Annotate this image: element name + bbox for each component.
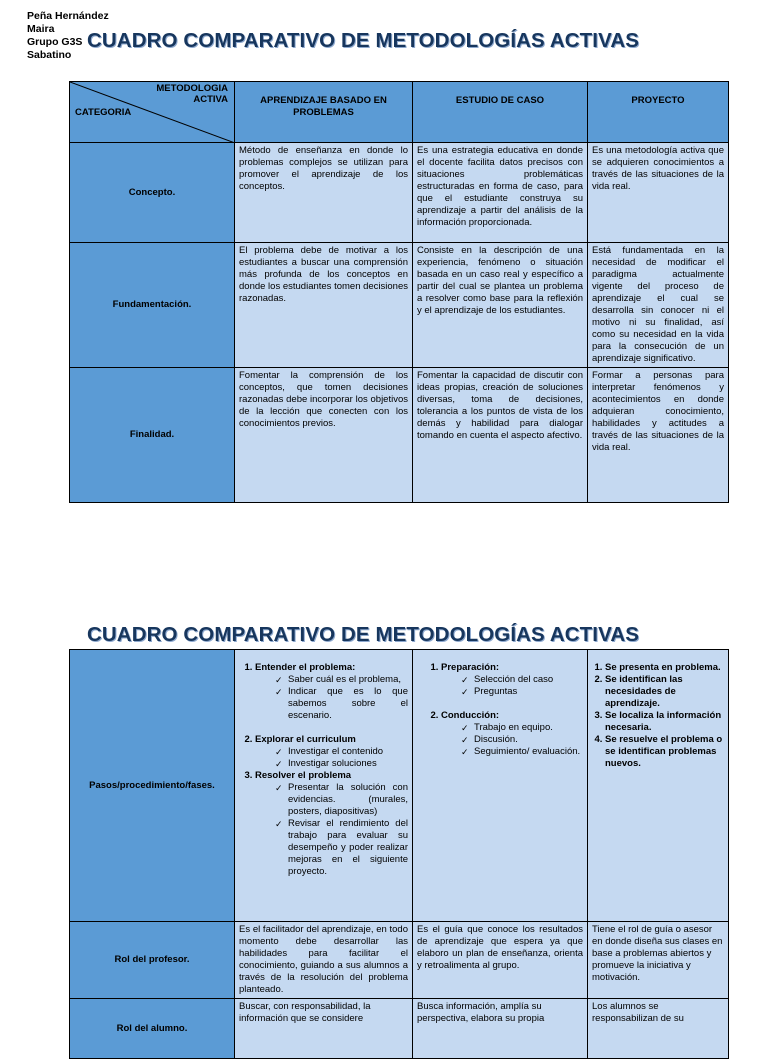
- table-row: [70, 922, 729, 999]
- header-proyecto: PROYECTO: [588, 82, 729, 143]
- table-row: [70, 368, 729, 503]
- cell-pasos-proyecto: [588, 650, 729, 922]
- cell-finalidad-abp: Fomentar la comprensión de los conceptos, que tomen decisiones razonadas debe incorporar los objetivos de la lección que conecten con los conocimientos previos.: [235, 368, 413, 503]
- list-item: ✓ Preguntas: [461, 686, 583, 698]
- page-title-2: CUADRO COMPARATIVO DE METODOLOGÍAS ACTIVAS: [87, 623, 640, 646]
- cell-concepto-proyecto: Es una metodología activa que se adquieren conocimientos a través de las situaciones de la vida real.: [588, 143, 729, 243]
- table-row: [70, 999, 729, 1059]
- category-rol-profesor: Rol del profesor.: [70, 922, 235, 999]
- cell-profesor-caso: Es el guía que conoce los resultados de aprendizaje que espera ya que elaboro un plan de enseñanza, orienta y retroalimenta al grupo.: [413, 922, 588, 999]
- table-row: [70, 243, 729, 368]
- cell-alumno-caso: Busca información, amplía su perspectiva, elabora su propia: [413, 999, 588, 1059]
- category-concepto: Concepto.: [70, 143, 235, 243]
- cell-fundamentacion-caso: Consiste en la descripción de una experiencia, fenómeno o situación basada en un caso real y específico a partir del cual se plantea un problema a resolver como base para la reflexión y el aprendizaje de los estudiantes.: [413, 243, 588, 368]
- table-row: [70, 143, 729, 243]
- cell-finalidad-caso: Fomentar la capacidad de discutir con ideas propias, creación de soluciones diversas, toma de decisiones, tolerancia a los puntos de vista de los demás y habilidad para dialogar tomando en cuenta el aspecto afectivo.: [413, 368, 588, 503]
- cell-pasos-caso: [413, 650, 588, 922]
- category-rol-alumno: Rol del alumno.: [70, 999, 235, 1059]
- cell-pasos-abp: [235, 650, 413, 922]
- table-row: [70, 650, 729, 922]
- author-schedule: Sabatino: [27, 49, 72, 61]
- list-item: ✓ Seguimiento/ evaluación.: [461, 746, 583, 758]
- list-item: 3. Se localiza la información necesaria.: [605, 710, 724, 734]
- cell-finalidad-proyecto: Formar a personas para interpretar fenómenos y acontecimientos en donde adquieran conocimiento, habilidades y actitudes a través de las situaciones de la vida real.: [588, 368, 729, 503]
- caso-step-2: Conducción:: [441, 710, 500, 721]
- cell-concepto-caso: Es una estrategia educativa en donde el docente facilita datos precisos con situaciones problemáticas estructuradas en forma de caso, para que el estudiante construya su aprendizaje a partir del análisis de la información proporcionada.: [413, 143, 588, 243]
- cell-alumno-abp: Buscar, con responsabilidad, la información que se considere: [235, 999, 413, 1059]
- list-item: ✓ Selección del caso: [461, 674, 583, 686]
- header-estudio-caso: ESTUDIO DE CASO: [413, 82, 588, 143]
- page-title: CUADRO COMPARATIVO DE METODOLOGÍAS ACTIVAS: [87, 29, 640, 52]
- list-item: ✓ Trabajo en equipo.: [461, 722, 583, 734]
- corner-categoria-label: CATEGORIA: [75, 107, 132, 118]
- author-surname: Peña Hernández: [27, 10, 109, 22]
- list-item: ✓ Presentar la solución con evidencias. (murales, posters, diapositivas): [275, 782, 408, 818]
- author-name: Maira: [27, 23, 55, 35]
- list-item: 4. Se resuelve el problema o se identifican problemas nuevos.: [605, 734, 724, 770]
- list-item: ✓ Saber cuál es el problema,: [275, 674, 408, 686]
- abp-step-1: Entender el problema:: [255, 662, 356, 673]
- header-abp: APRENDIZAJE BASADO EN PROBLEMAS: [235, 82, 413, 143]
- list-item: ✓ Revisar el rendimiento del trabajo para evaluar su desempeño y poder realizar mejoras en el siguiente proyecto.: [275, 818, 408, 878]
- abp-step-3: Resolver el problema: [255, 770, 352, 781]
- author-group: Grupo G3S: [27, 36, 83, 48]
- caso-step-1: Preparación:: [441, 662, 500, 673]
- cell-fundamentacion-proyecto: Está fundamentada en la necesidad de modificar el paradigma actualmente vigente del proceso de aprendizaje el cual se desarrolla sin conocer ni el motivo ni su finalidad, así como su necesidad en la vida para la consecución de un aprendizaje significativo.: [588, 243, 729, 368]
- list-item: ✓ Discusión.: [461, 734, 583, 746]
- cell-fundamentacion-abp: El problema debe de motivar a los estudiantes a buscar una comprensión más profunda de los conceptos en donde los estudiantes tomen decisiones razonadas.: [235, 243, 413, 368]
- corner-metodologia-label: METODOLOGIA ACTIVA: [156, 83, 228, 105]
- comparison-table-1: [69, 81, 729, 503]
- category-finalidad: Finalidad.: [70, 368, 235, 503]
- comparison-table-2: [69, 649, 729, 1059]
- list-item: ✓ Investigar soluciones: [275, 758, 408, 770]
- list-item: 2. Se identifican las necesidades de aprendizaje.: [605, 674, 724, 710]
- cell-concepto-abp: Método de enseñanza en donde lo problemas complejos se utilizan para promover el aprendizaje de los conceptos.: [235, 143, 413, 243]
- list-item: ✓ Indicar que es lo que sabemos sobre el escenario.: [275, 686, 408, 722]
- cell-profesor-abp: Es el facilitador del aprendizaje, en todo momento debe desarrollar las habilidades para facilitar el conocimiento, guiando a sus alumnos a través de la resolución del problema planteado.: [235, 922, 413, 999]
- list-item: ✓ Investigar el contenido: [275, 746, 408, 758]
- category-fundamentacion: Fundamentación.: [70, 243, 235, 368]
- cell-profesor-proyecto: Tiene el rol de guía o asesor en donde diseña sus clases en base a problemas abiertos y promueve la iniciativa y motivación.: [588, 922, 729, 999]
- corner-header-cell: [70, 82, 235, 143]
- cell-alumno-proyecto: Los alumnos se responsabilizan de su: [588, 999, 729, 1059]
- list-item: 1. Se presenta en problema.: [605, 662, 724, 674]
- abp-step-2: Explorar el curriculum: [255, 734, 356, 745]
- category-pasos: Pasos/procedimiento/fases.: [70, 650, 235, 922]
